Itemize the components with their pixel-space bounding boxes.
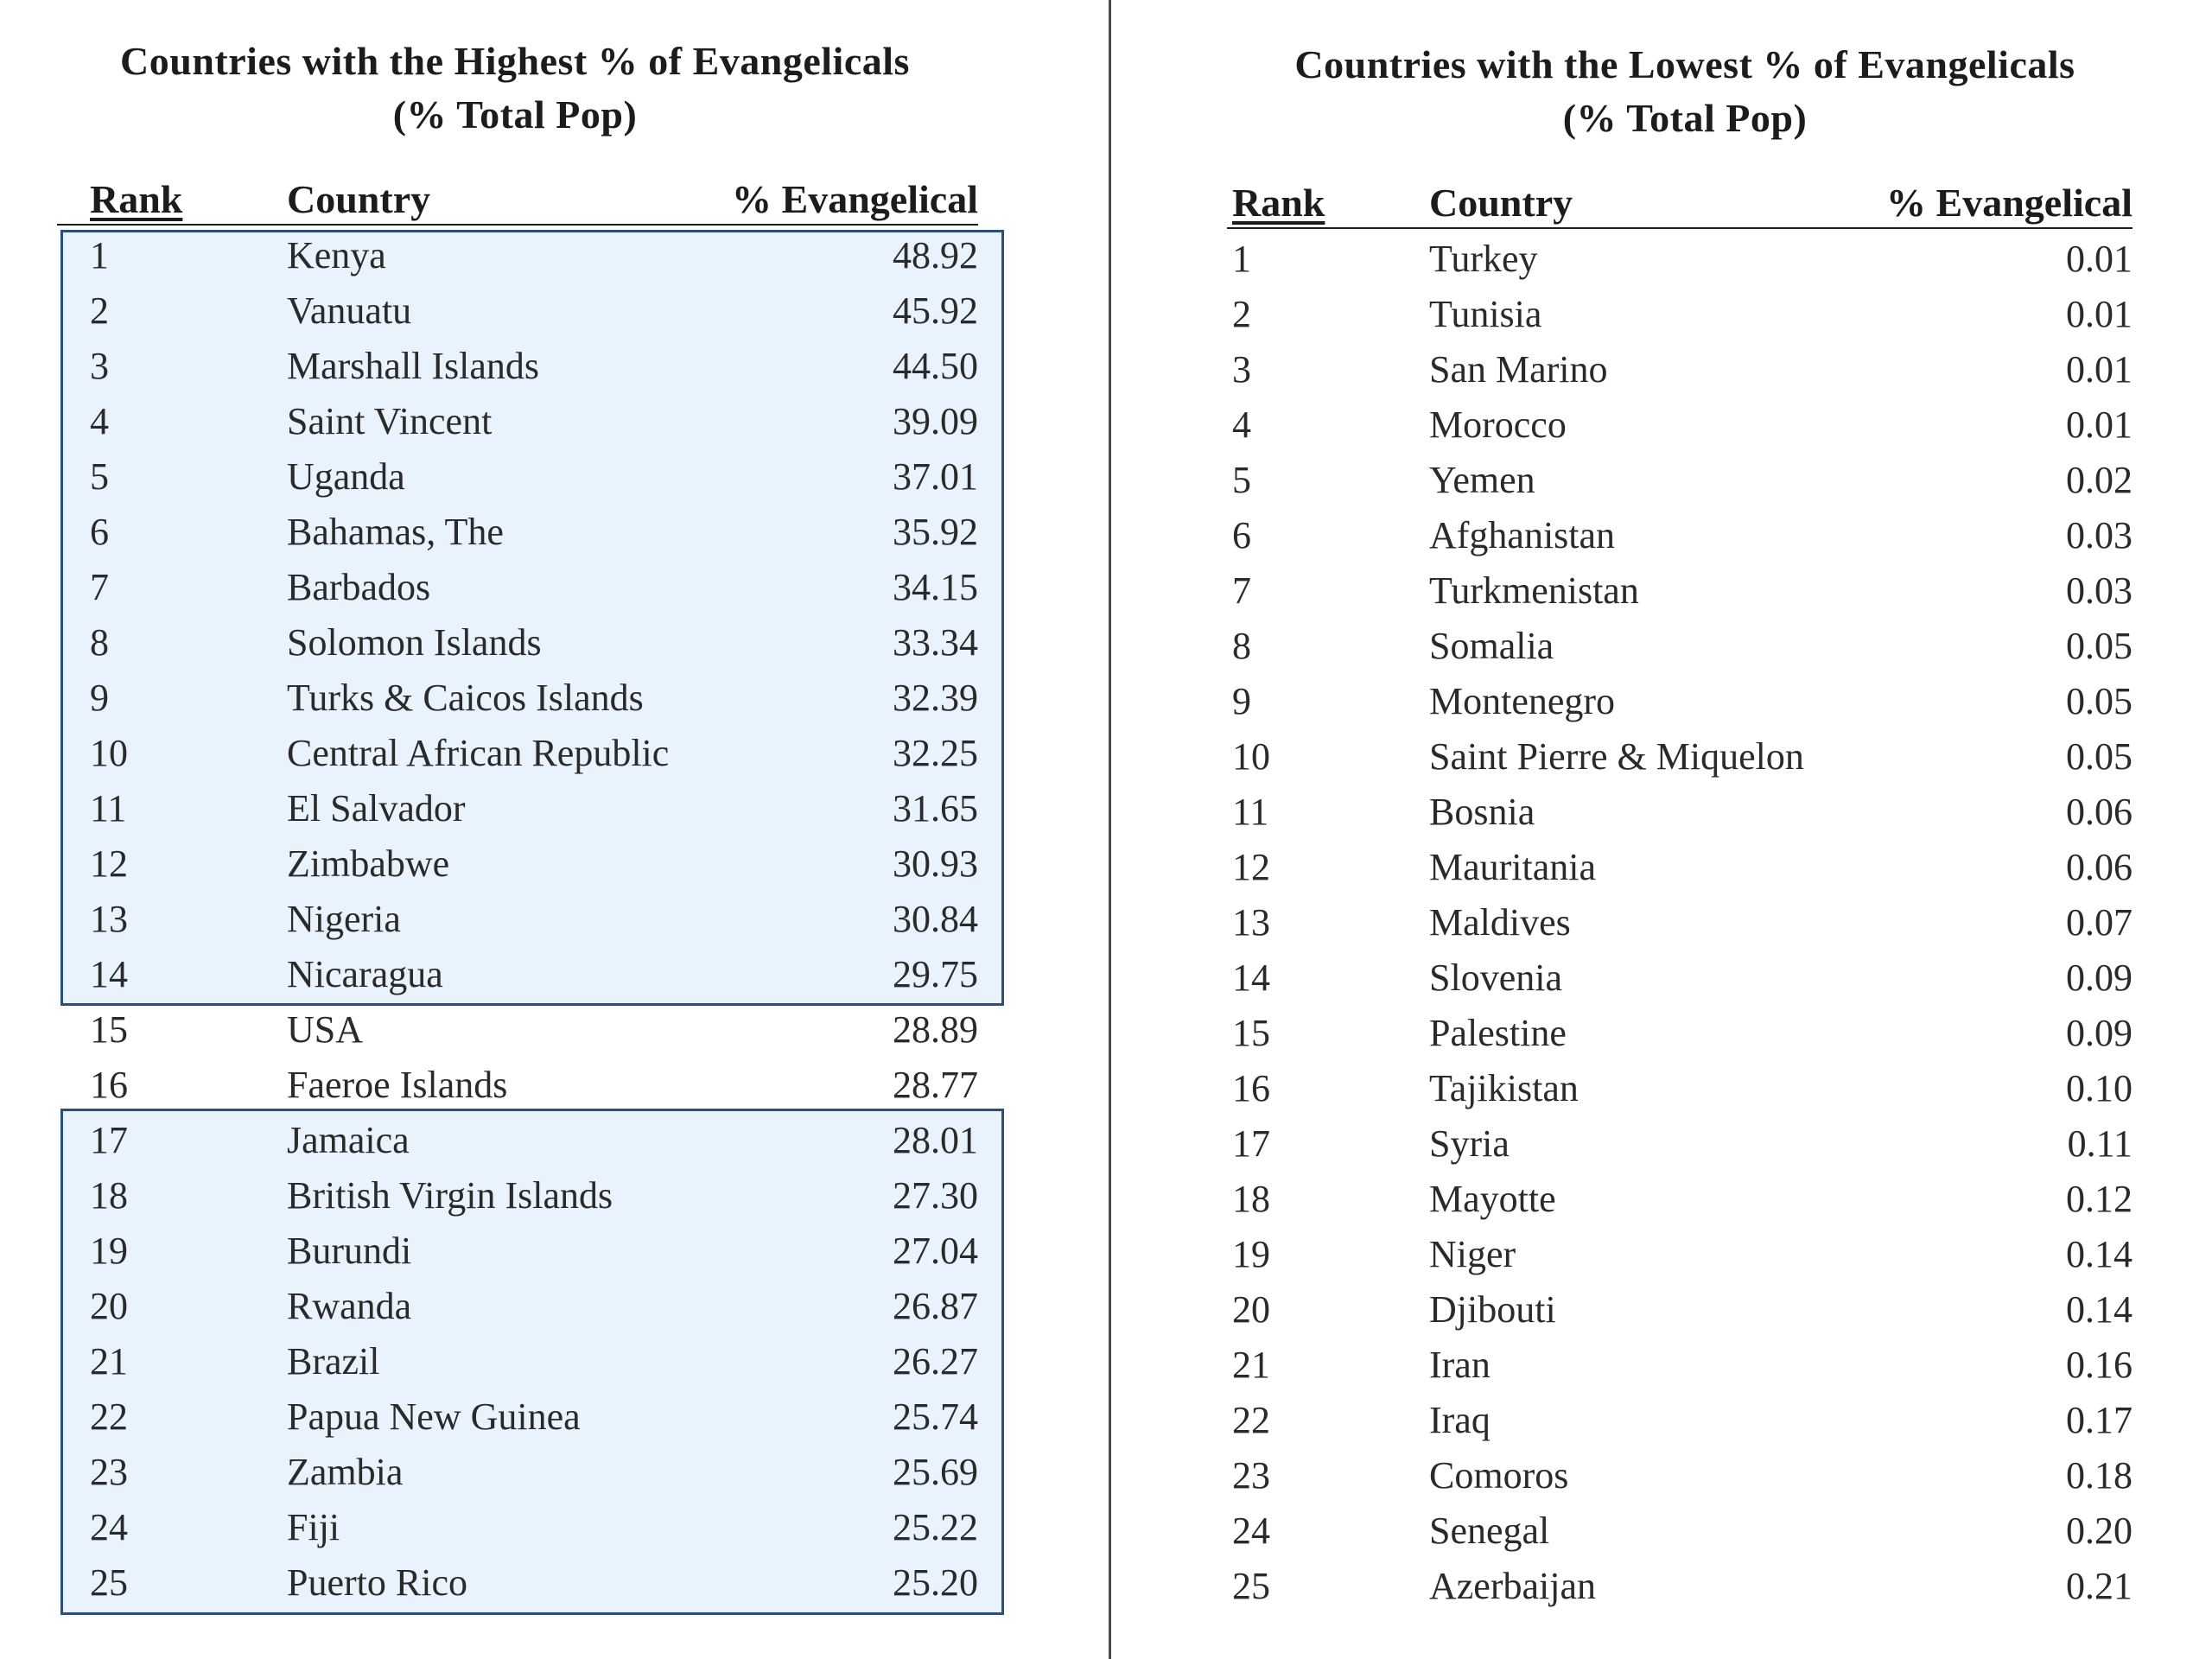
pct-cell: 25.74 <box>893 1395 978 1438</box>
table-row <box>1227 1172 2133 1227</box>
pct-cell: 0.16 <box>2066 1344 2133 1386</box>
table-row <box>57 1058 978 1113</box>
country-cell: Mayotte <box>1429 1178 1556 1220</box>
country-cell: Uganda <box>287 455 405 498</box>
table-row <box>1227 674 2133 729</box>
rank-cell: 13 <box>90 898 128 940</box>
pct-cell: 29.75 <box>893 953 978 995</box>
table-row <box>1227 1227 2133 1282</box>
table-row <box>57 1500 978 1555</box>
pct-cell: 33.34 <box>893 621 978 664</box>
rank-cell: 22 <box>1232 1399 1270 1441</box>
header-country: Country <box>1429 181 1573 225</box>
rank-cell: 14 <box>90 953 128 995</box>
rank-cell: 13 <box>1232 901 1270 944</box>
country-cell: Jamaica <box>287 1119 410 1161</box>
table-row <box>57 615 978 671</box>
country-cell: Maldives <box>1429 901 1571 944</box>
table-row <box>57 505 978 560</box>
country-cell: Nicaragua <box>287 953 443 995</box>
table-row <box>1227 1559 2133 1614</box>
country-cell: Somalia <box>1429 625 1554 667</box>
pct-cell: 0.17 <box>2066 1399 2133 1441</box>
table-row <box>57 449 978 505</box>
rank-cell: 2 <box>90 289 109 332</box>
rank-cell: 12 <box>90 842 128 885</box>
country-cell: Vanuatu <box>287 289 412 332</box>
table-row <box>1227 342 2133 397</box>
pct-cell: 30.93 <box>893 842 978 885</box>
table-row <box>57 1224 978 1279</box>
panel-divider <box>1109 0 1111 1659</box>
rank-cell: 22 <box>90 1395 128 1438</box>
rank-cell: 7 <box>90 566 109 608</box>
rank-cell: 15 <box>1232 1012 1270 1054</box>
rank-cell: 5 <box>1232 459 1251 501</box>
rank-cell: 8 <box>1232 625 1251 667</box>
table-row <box>57 892 978 947</box>
title-line-2: (% Total Pop) <box>392 92 638 137</box>
table-row <box>57 947 978 1002</box>
country-cell: Papua New Guinea <box>287 1395 581 1438</box>
pct-cell: 0.12 <box>2066 1178 2133 1220</box>
table-row <box>57 1334 978 1389</box>
pct-cell: 32.39 <box>893 677 978 719</box>
pct-cell: 0.01 <box>2066 404 2133 446</box>
country-cell: Yemen <box>1429 459 1535 501</box>
rank-cell: 25 <box>90 1561 128 1604</box>
rank-cell: 23 <box>90 1451 128 1493</box>
country-cell: Zambia <box>287 1451 404 1493</box>
pct-cell: 28.77 <box>893 1064 978 1106</box>
pct-cell: 0.03 <box>2066 569 2133 612</box>
table-body <box>57 228 978 1611</box>
rank-cell: 3 <box>90 345 109 387</box>
rank-cell: 11 <box>1232 791 1269 833</box>
table-row <box>57 836 978 892</box>
country-cell: Turkmenistan <box>1429 569 1639 612</box>
rank-cell: 9 <box>1232 680 1251 722</box>
pct-cell: 0.09 <box>2066 1012 2133 1054</box>
country-cell: Afghanistan <box>1429 514 1616 556</box>
table-row <box>57 283 978 339</box>
header-rank: Rank <box>90 177 183 221</box>
table-row <box>1227 563 2133 619</box>
rank-cell: 17 <box>90 1119 128 1161</box>
rank-cell: 17 <box>1232 1122 1270 1165</box>
table-row <box>1227 895 2133 950</box>
table-row <box>1227 1006 2133 1061</box>
rank-cell: 5 <box>90 455 109 498</box>
table-row <box>57 1279 978 1334</box>
table-row <box>1227 287 2133 342</box>
country-cell: Palestine <box>1429 1012 1567 1054</box>
table-row <box>57 339 978 394</box>
rank-cell: 16 <box>90 1064 128 1106</box>
pct-cell: 28.01 <box>893 1119 978 1161</box>
rank-cell: 21 <box>1232 1344 1270 1386</box>
rank-cell: 11 <box>90 787 127 830</box>
rank-cell: 3 <box>1232 348 1251 391</box>
pct-cell: 30.84 <box>893 898 978 940</box>
pct-cell: 0.07 <box>2066 901 2133 944</box>
rank-cell: 24 <box>90 1506 128 1548</box>
pct-cell: 0.01 <box>2066 293 2133 335</box>
pct-cell: 0.14 <box>2066 1288 2133 1331</box>
table-row <box>1227 1393 2133 1448</box>
table-row <box>1227 619 2133 674</box>
table-header <box>57 175 978 226</box>
table-header <box>1227 179 2133 229</box>
rank-cell: 2 <box>1232 293 1251 335</box>
country-cell: Saint Pierre & Miquelon <box>1429 735 1804 778</box>
country-cell: Comoros <box>1429 1454 1569 1497</box>
pct-cell: 0.10 <box>2066 1067 2133 1109</box>
table-row <box>1227 232 2133 287</box>
pct-cell: 45.92 <box>893 289 978 332</box>
rank-cell: 10 <box>1232 735 1270 778</box>
pct-cell: 0.01 <box>2066 348 2133 391</box>
country-cell: Djibouti <box>1429 1288 1556 1331</box>
country-cell: British Virgin Islands <box>287 1174 613 1217</box>
pct-cell: 35.92 <box>893 511 978 553</box>
rank-cell: 19 <box>1232 1233 1270 1275</box>
table-row <box>1227 1448 2133 1503</box>
country-cell: San Marino <box>1429 348 1608 391</box>
rank-cell: 20 <box>1232 1288 1270 1331</box>
pct-cell: 26.27 <box>893 1340 978 1382</box>
table-row <box>57 560 978 615</box>
country-cell: Barbados <box>287 566 431 608</box>
rank-cell: 1 <box>1232 238 1251 280</box>
table-row <box>1227 1116 2133 1172</box>
country-cell: Syria <box>1429 1122 1510 1165</box>
table-row <box>57 1445 978 1500</box>
rank-cell: 21 <box>90 1340 128 1382</box>
rank-cell: 6 <box>90 511 109 553</box>
table-row <box>57 228 978 283</box>
pct-cell: 0.14 <box>2066 1233 2133 1275</box>
header-country: Country <box>287 177 431 221</box>
rank-cell: 6 <box>1232 514 1251 556</box>
table-row <box>1227 785 2133 840</box>
table-row <box>57 394 978 449</box>
country-cell: Marshall Islands <box>287 345 540 387</box>
rank-cell: 16 <box>1232 1067 1270 1109</box>
table-title <box>1227 38 2143 145</box>
table-row <box>57 1113 978 1168</box>
pct-cell: 48.92 <box>893 234 978 276</box>
table-row <box>57 726 978 781</box>
country-cell: Fiji <box>287 1506 340 1548</box>
table-body <box>1227 232 2133 1614</box>
rank-cell: 18 <box>90 1174 128 1217</box>
rank-cell: 9 <box>90 677 109 719</box>
table-row <box>57 1168 978 1224</box>
table-title <box>57 35 973 142</box>
country-cell: Brazil <box>287 1340 380 1382</box>
country-cell: Bahamas, The <box>287 511 504 553</box>
rank-cell: 4 <box>1232 404 1251 446</box>
country-cell: Bosnia <box>1429 791 1535 833</box>
table-row <box>1227 950 2133 1006</box>
country-cell: Zimbabwe <box>287 842 450 885</box>
table-row <box>57 671 978 726</box>
pct-cell: 27.30 <box>893 1174 978 1217</box>
table-row <box>1227 453 2133 508</box>
country-cell: Niger <box>1429 1233 1516 1275</box>
header-rank: Rank <box>1232 181 1325 225</box>
header-pct-evangelical: % Evangelical <box>1886 181 2133 225</box>
table-row <box>1227 1503 2133 1559</box>
country-cell: Mauritania <box>1429 846 1597 888</box>
country-cell: USA <box>287 1008 364 1051</box>
pct-cell: 31.65 <box>893 787 978 830</box>
country-cell: Faeroe Islands <box>287 1064 508 1106</box>
rank-cell: 20 <box>90 1285 128 1327</box>
country-cell: Senegal <box>1429 1510 1550 1552</box>
rank-cell: 23 <box>1232 1454 1270 1497</box>
country-cell: Slovenia <box>1429 957 1562 999</box>
rank-cell: 1 <box>90 234 109 276</box>
pct-cell: 34.15 <box>893 566 978 608</box>
table-row <box>57 1389 978 1445</box>
title-line-1: Countries with the Highest % of Evangelicals <box>120 39 910 83</box>
country-cell: Iran <box>1429 1344 1491 1386</box>
country-cell: Solomon Islands <box>287 621 542 664</box>
pct-cell: 25.20 <box>893 1561 978 1604</box>
pct-cell: 0.03 <box>2066 514 2133 556</box>
country-cell: Tunisia <box>1429 293 1542 335</box>
table-row <box>57 1002 978 1058</box>
country-cell: Kenya <box>287 234 386 276</box>
country-cell: Rwanda <box>287 1285 412 1327</box>
country-cell: Nigeria <box>287 898 401 940</box>
pct-cell: 32.25 <box>893 732 978 774</box>
pct-cell: 27.04 <box>893 1230 978 1272</box>
country-cell: Central African Republic <box>287 732 670 774</box>
table-row <box>1227 1282 2133 1338</box>
pct-cell: 39.09 <box>893 400 978 442</box>
pct-cell: 25.69 <box>893 1451 978 1493</box>
pct-cell: 28.89 <box>893 1008 978 1051</box>
rank-cell: 4 <box>90 400 109 442</box>
pct-cell: 0.20 <box>2066 1510 2133 1552</box>
pct-cell: 0.06 <box>2066 846 2133 888</box>
table-row <box>1227 840 2133 895</box>
pct-cell: 0.01 <box>2066 238 2133 280</box>
title-line-2: (% Total Pop) <box>1562 96 1808 140</box>
country-cell: Azerbaijan <box>1429 1565 1596 1607</box>
rank-cell: 12 <box>1232 846 1270 888</box>
country-cell: Iraq <box>1429 1399 1491 1441</box>
table-row <box>57 781 978 836</box>
rank-cell: 7 <box>1232 569 1251 612</box>
country-cell: Burundi <box>287 1230 412 1272</box>
country-cell: Puerto Rico <box>287 1561 467 1604</box>
rank-cell: 25 <box>1232 1565 1270 1607</box>
rank-cell: 8 <box>90 621 109 664</box>
rank-cell: 15 <box>90 1008 128 1051</box>
pct-cell: 26.87 <box>893 1285 978 1327</box>
pct-cell: 0.09 <box>2066 957 2133 999</box>
pct-cell: 44.50 <box>893 345 978 387</box>
rank-cell: 18 <box>1232 1178 1270 1220</box>
table-row <box>1227 1338 2133 1393</box>
pct-cell: 0.06 <box>2066 791 2133 833</box>
pct-cell: 25.22 <box>893 1506 978 1548</box>
table-row <box>1227 1061 2133 1116</box>
pct-cell: 0.02 <box>2066 459 2133 501</box>
country-cell: Montenegro <box>1429 680 1616 722</box>
header-pct-evangelical: % Evangelical <box>732 177 978 221</box>
pct-cell: 0.05 <box>2066 735 2133 778</box>
pct-cell: 0.05 <box>2066 680 2133 722</box>
rank-cell: 24 <box>1232 1510 1270 1552</box>
country-cell: Turkey <box>1429 238 1538 280</box>
country-cell: Tajikistan <box>1429 1067 1579 1109</box>
pct-cell: 0.21 <box>2066 1565 2133 1607</box>
table-row <box>1227 729 2133 785</box>
table-row <box>57 1555 978 1611</box>
pct-cell: 37.01 <box>893 455 978 498</box>
pct-cell: 0.11 <box>2067 1122 2133 1165</box>
title-line-1: Countries with the Lowest % of Evangelicals <box>1294 42 2075 86</box>
rank-cell: 19 <box>90 1230 128 1272</box>
rank-cell: 10 <box>90 732 128 774</box>
country-cell: El Salvador <box>287 787 466 830</box>
rank-cell: 14 <box>1232 957 1270 999</box>
country-cell: Turks & Caicos Islands <box>287 677 644 719</box>
table-row <box>1227 508 2133 563</box>
pct-cell: 0.18 <box>2066 1454 2133 1497</box>
country-cell: Morocco <box>1429 404 1567 446</box>
table-row <box>1227 397 2133 453</box>
country-cell: Saint Vincent <box>287 400 493 442</box>
pct-cell: 0.05 <box>2066 625 2133 667</box>
